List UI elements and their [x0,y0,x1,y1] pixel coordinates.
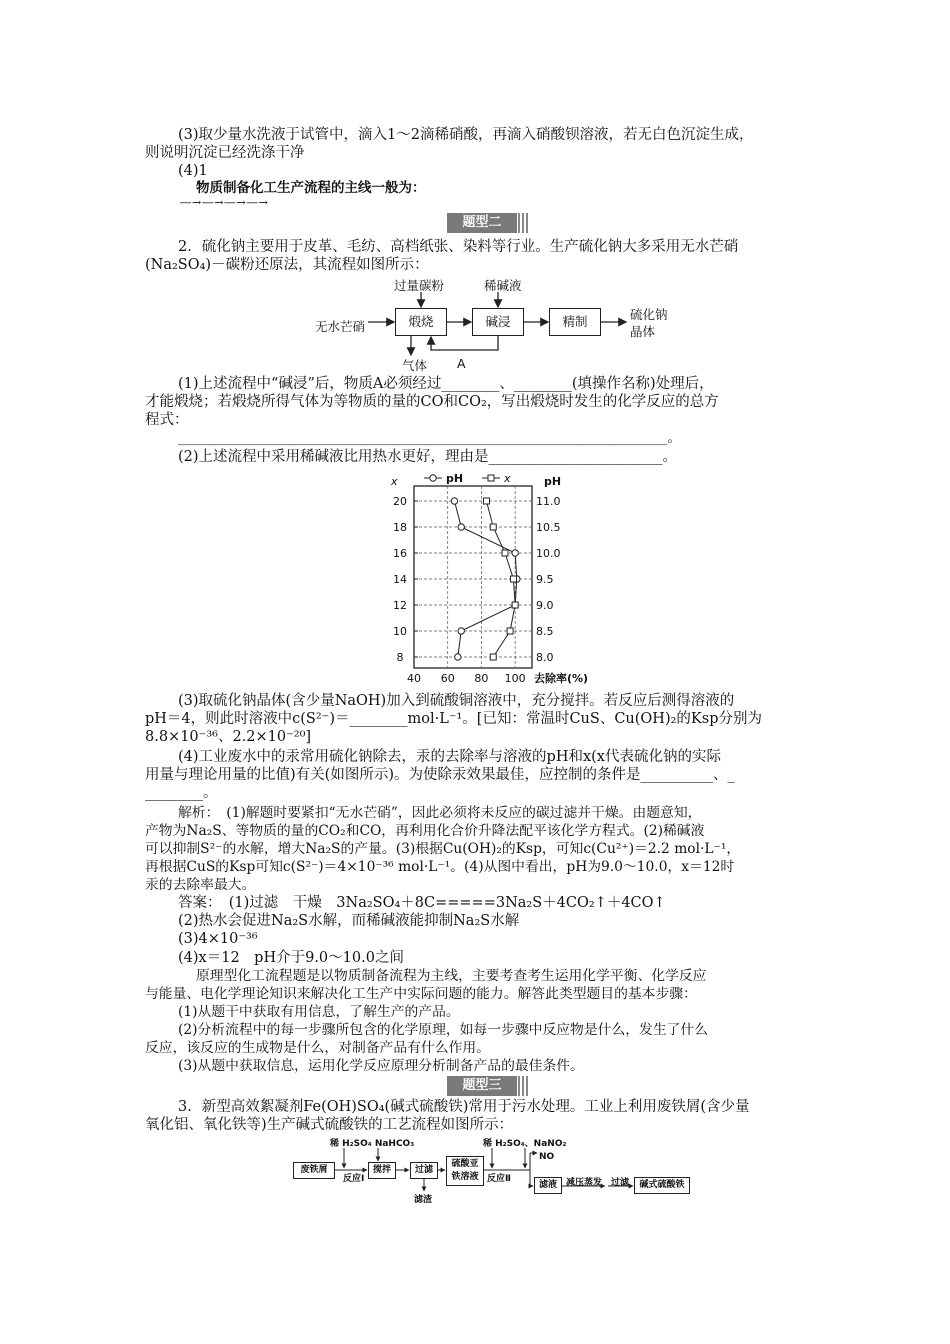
flow-output-label: 硫化钠 [630,307,668,322]
flow2-step-label: 过滤 [611,1178,630,1188]
answer-line: (2)热水会促进Na₂S水解，而稀碱液能抑制Na₂S水解 [178,913,520,929]
flow-box-leach: 碱浸 [472,308,524,336]
question-type-tag: 题型三 [447,1076,517,1096]
flow-start-label: 无水芒硝 [315,319,366,334]
right-tick-label: 9.5 [536,573,554,586]
text-line: 氧化铝、氧化铁等)生产碱式硫酸铁的工艺流程如图所示： [145,1117,514,1133]
left-tick-label: 14 [393,573,407,586]
removal-rate-chart [380,470,589,685]
data-point-x [507,628,513,634]
flow2-box-product: 碱式硫酸铁 [634,1177,690,1194]
left-tick-label: 8 [396,651,404,664]
text-line: 才能煅烧；若煅烧所得气体为等物质的量的CO和CO₂，写出煅烧时发生的化学反应的总方 [145,394,719,410]
right-tick-label: 8.0 [536,651,554,664]
flow2-box-stir: 搅拌 [368,1162,396,1179]
question-type-tag: 题型二 [447,213,517,233]
text-line: 2．硫化钠主要用于皮革、毛纺、高档纸张、染料等行业。生产硫化钠大多采用无水芒硝 [178,239,739,255]
principle-line: (2)分析流程中的每一步骤所包含的化学原理，如每一步骤中反应物是什么，发生了什么 [178,1022,709,1038]
principle-line: (1)从题干中获取有用信息，了解生产的产品。 [178,1004,460,1020]
data-point-ph [458,524,464,530]
x-tick-label: 80 [474,672,489,685]
data-point-x [512,602,518,608]
arrow-chain: ―→―→―→―→ [180,196,269,209]
flow2-box-line: 铁溶液 [451,1172,479,1182]
flow2-box-filtrate: 滤液 [534,1177,562,1194]
x-tick-label: 60 [440,672,455,685]
text-line: (3)取少量水洗液于试管中，滴入1～2滴稀硝酸，再滴入硝酸钡溶液，若无白色沉淀生成， [178,127,754,143]
text-line: pH＝4，则此时溶液中c(S²⁻)＝________mol·L⁻¹。[已知：常温时CuS、Cu(OH)₂的Ksp分别为 [145,711,762,727]
flow2-arrows [0,1120,950,1220]
text-line: (3)取硫化钠晶体(含少量NaOH)加入到硫酸铜溶液中，充分搅拌。若反应后测得溶液的 [178,693,735,709]
answer-blank-line: ________________________________________________________________________。 [178,430,681,446]
x-axis-label: 去除率(%) [534,672,589,685]
flow-a-label: A [457,356,466,371]
flow2-no-label: NO [539,1152,555,1162]
data-point-x [490,524,496,530]
data-point-ph [512,550,518,556]
data-point-ph [458,628,464,634]
flow2-step-label: 减压蒸发 [566,1178,603,1188]
analysis-line: 解析： (1)解题时要紧扣“无水芒硝”，因此必须将未反应的碳过滤并干燥。由题意知， [178,805,702,821]
flow2-reaction-label: 反应Ⅱ [487,1174,511,1184]
text-line: (1)上述流程中“碱浸”后，物质A必须经过________、________(填操作名称)处理后， [178,376,714,392]
x-tick-label: 100 [504,672,526,685]
left-tick-label: 16 [393,547,407,560]
principle-line: 原理型化工流程题是以物质制备流程为主线，主要考查考生运用化学平衡、化学反应 [196,968,707,984]
analysis-line: 产物为Na₂S、等物质的量的CO₂和CO，再利用化合价升降法配平该化学方程式。(2)稀碱液 [145,823,705,839]
text-line: (4)1 [178,163,208,179]
data-point-x [510,576,516,582]
data-point-x [490,654,496,660]
flow-gas-label: 气体 [402,358,428,373]
answer-line: 答案： (1)过滤 干燥 3Na₂SO₄＋8C=====3Na₂S＋4CO₂↑＋4CO↑ [178,895,666,911]
right-tick-label: 11.0 [536,495,561,508]
text-line: (4)工业废水中的汞常用硫化钠除去，汞的去除率与溶液的pH和x(x代表硫化钠的实际 [178,749,721,765]
chart-svg [380,470,589,685]
flow2-reagent-label: 稀 H₂SO₄ NaHCO₃ [330,1139,415,1149]
right-tick-label: 8.5 [536,625,554,638]
text-line: 3．新型高效絮凝剂Fe(OH)SO₄(碱式硫酸铁)常用于污水处理。工业上利用废铁屑(含少量 [178,1099,750,1115]
flow2-box-scrap: 废铁屑 [293,1162,335,1179]
text-line: 用量与理论用量的比值)有关(如图所示)。为使除汞效果最佳，应控制的条件是__________、_ [145,767,735,783]
analysis-line: 再根据CuS的Ksp可知c(S²⁻)＝4×10⁻³⁶ mol·L⁻¹。(4)从图中看出，pH为9.0～10.0，x＝12时 [145,859,735,875]
flow2-box-filter: 过滤 [410,1162,438,1179]
right-tick-label: 10.0 [536,547,561,560]
answer-line: (4)x＝12 pH介于9.0～10.0之间 [178,950,404,966]
x-tick-label: 40 [407,672,421,685]
principle-line: 反应，该反应的生成物是什么，对制备产品有什么作用。 [145,1040,490,1056]
legend-marker-x [488,475,494,481]
flow-box-refine: 精制 [549,308,601,336]
data-point-ph [451,498,457,504]
data-point-x [502,550,508,556]
answer-line: (3)4×10⁻³⁶ [178,931,258,947]
legend-label-ph: pH [446,472,464,485]
analysis-line: 可以抑制S²⁻的水解，增大Na₂S的产量。(3)根据Cu(OH)₂的Ksp，可知c(Cu²⁺)＝2.2 mol·L⁻¹， [145,841,741,857]
flow-input-label: 稀碱液 [484,278,522,293]
left-tick-label: 12 [393,599,407,612]
right-tick-label: 10.5 [536,521,561,534]
principle-line: (3)从题中获取信息，运用化学反应原理分析制备产品的最佳条件。 [178,1058,584,1074]
text-line: (Na₂SO₄)－碳粉还原法，其流程如图所示： [145,257,429,273]
analysis-line: 汞的去除率最大。 [145,877,256,893]
flow2-residue-label: 滤渣 [414,1195,433,1205]
tag-decoration [518,1076,528,1096]
left-axis-label: x [391,475,398,488]
text-line: 则说明沉淀已经洗涤干净 [145,145,305,161]
right-tick-label: 9.0 [536,599,554,612]
left-tick-label: 20 [393,495,407,508]
flow-output-label: 晶体 [630,324,656,339]
flow-input-label: 过量碳粉 [394,278,445,293]
right-axis-label: pH [544,475,562,488]
data-point-ph [455,654,461,660]
legend-label-x: x [504,472,511,485]
left-tick-label: 18 [393,521,407,534]
legend-marker-ph [430,475,436,481]
flow2-reagent-label: 稀 H₂SO₄、NaNO₂ [483,1139,567,1149]
flow2-box-line: 硫酸亚 [451,1159,479,1169]
data-point-x [483,498,489,504]
text-line: 8.8×10⁻³⁶、2.2×10⁻²⁰] [145,729,312,745]
text-line: 程式： [145,412,189,428]
principle-line: 与能量、电化学理论知识来解决化工生产中实际问题的能力。解答此类型题目的基本步骤： [145,986,697,1002]
text-line: ________。 [145,785,218,801]
flow-arrows [0,0,950,400]
section-heading: 物质制备化工生产流程的主线一般为： [196,180,426,196]
text-line: (2)上述流程中采用稀碱液比用热水更好，理由是________________________。 [178,449,678,465]
flow2-reaction-label: 反应Ⅰ [343,1174,365,1184]
flow-box-calcine: 煅烧 [395,308,447,336]
left-tick-label: 10 [393,625,407,638]
